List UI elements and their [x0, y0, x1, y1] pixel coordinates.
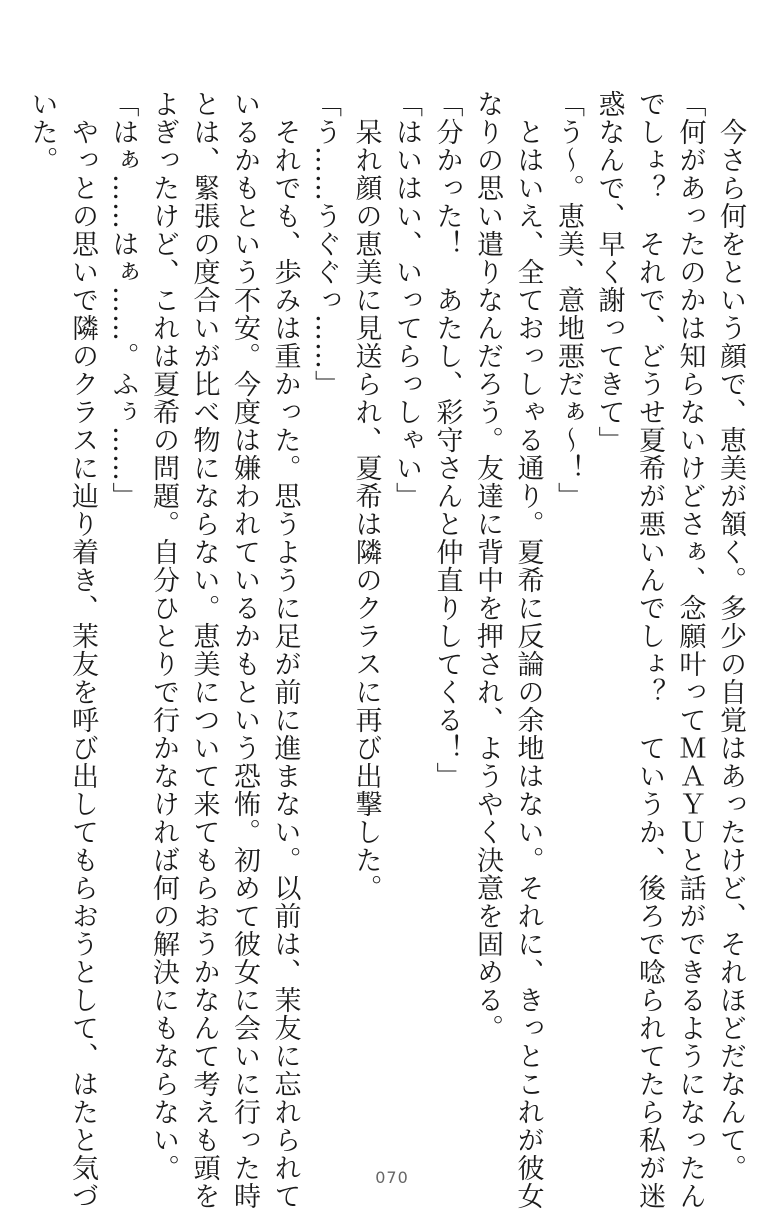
text-line: よぎったけど、これは夏希の問題。自分ひとりで行かなければ何の解決にもならない。 [148, 90, 179, 1182]
text-line: それでも、歩みは重かった。思うように足が前に進まない。以前は、茉友に忘れられて [269, 90, 301, 1210]
text-line: でしょ？ それで、どうせ夏希が悪いんでしょ？ ていうか、後ろで唸られてたら私が迷 [634, 90, 665, 1210]
text-line: 「はいはい、いってらっしゃい」 [391, 90, 422, 510]
text-line: 「う〜。恵美、意地悪だぁ〜！」 [553, 90, 584, 510]
text-line: 「分かった！ あたし、彩守さんと仲直りしてくる！」 [431, 90, 463, 790]
text-line: 「はぁ……はぁ……。ふぅ……」 [107, 90, 139, 510]
text-line: なりの思い遣りなんだろう。友達に背中を押され、ようやく決意を固める。 [472, 90, 503, 1042]
text-line: とは、緊張の度合いが比べ物にならない。恵美について来てもらおうかなんて考えも頭を [188, 90, 220, 1210]
text-line: やっとの思いで隣のクラスに辿り着き、茉友を呼び出してもらおうとして、はたと気づ [67, 90, 98, 1210]
text-line: いるかもという不安。今度は嫌われているかもという恐怖。初めて彼女に会いに行った時 [229, 90, 260, 1210]
text-line: 「何があったのかは知らないけどさぁ、念願叶ってＭＡＹＵと話ができるようになったん [674, 90, 706, 1210]
text-line: 「う……うぐぐっ……」 [310, 90, 341, 398]
text-line: とはいえ、全ておっしゃる通り。夏希に反論の余地はない。それに、きっとこれが彼女 [512, 90, 544, 1210]
text-line: 呆れ顔の恵美に見送られ、夏希は隣のクラスに再び出撃した。 [350, 90, 382, 902]
text-line: いた。 [26, 90, 58, 174]
text-line: 惑なんで、早く謝ってきて」 [593, 90, 625, 454]
text-line: 今さら何をという顔で、恵美が頷く。多少の自覚はあったけど、それほどだなんて。 [715, 90, 746, 1182]
page-number: 070 [375, 1168, 409, 1187]
